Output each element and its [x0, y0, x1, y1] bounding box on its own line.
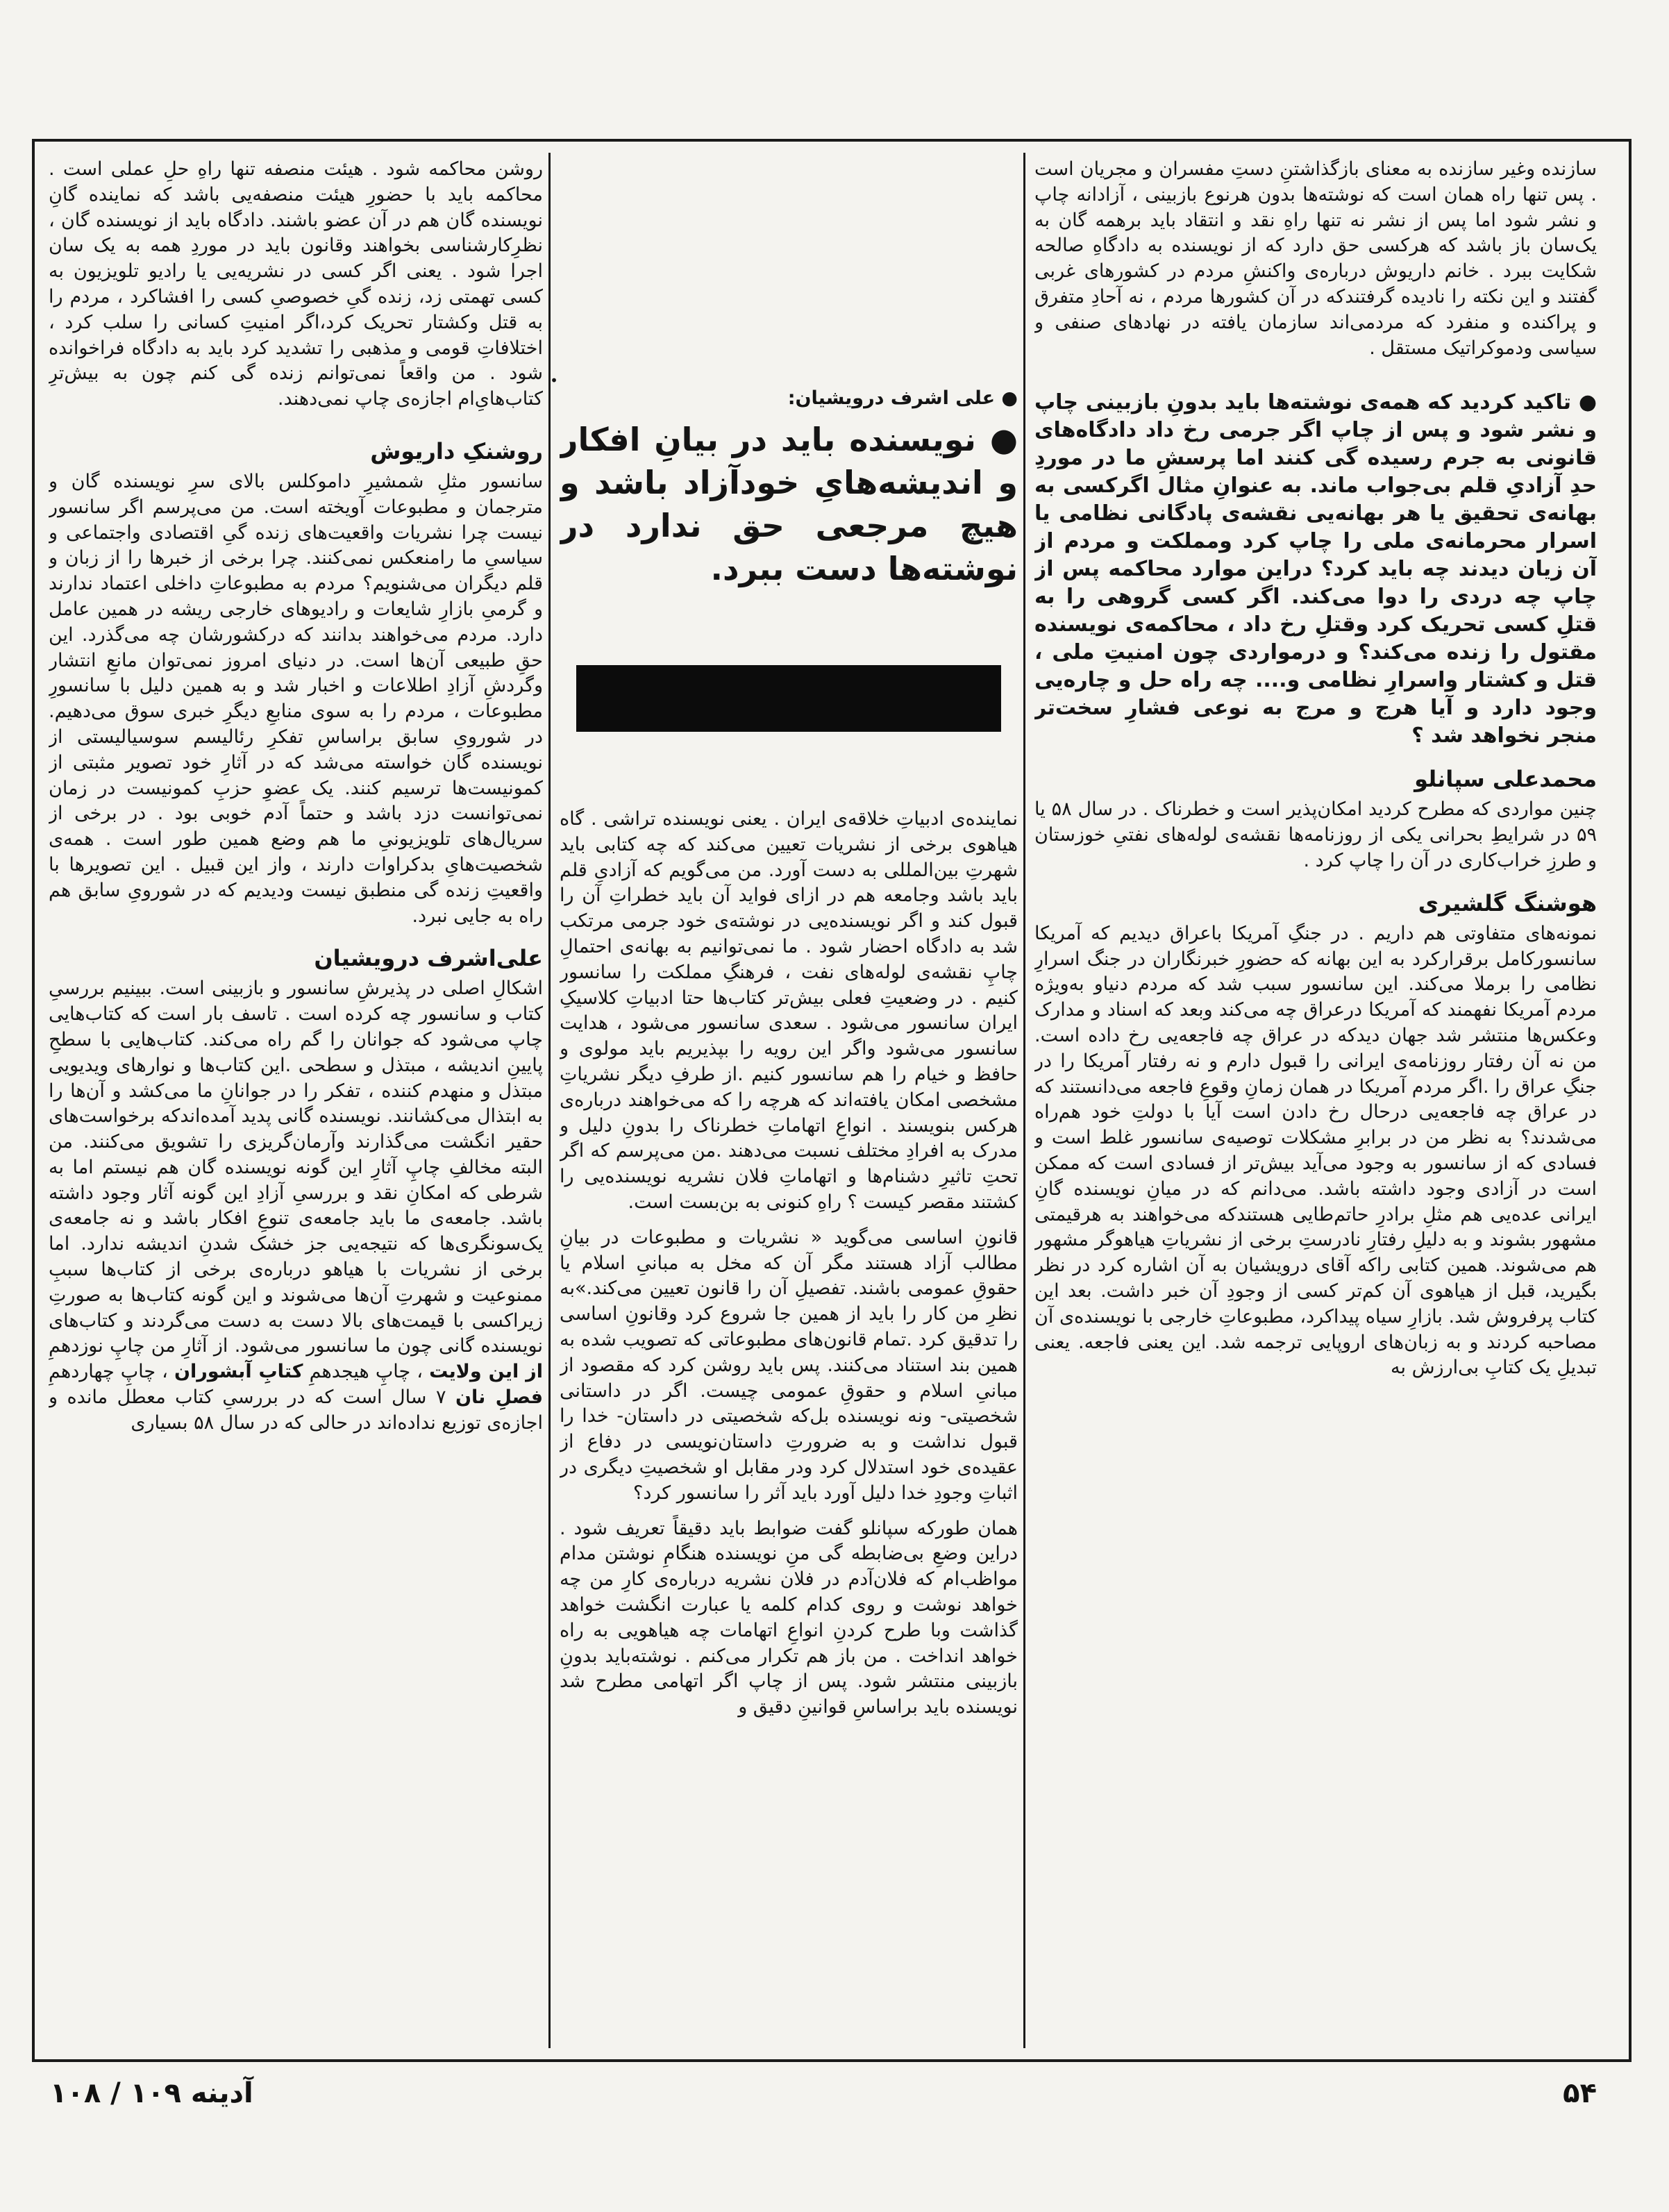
book-title: کتابِ آبشوران: [174, 1361, 303, 1383]
answer-paragraph: سانسور مثلِ شمشیرِ داموکلس بالای سرِ نویسنده گان و مترجمان و مطبوعات آویخته است. من می‌پرسم اگر سانسور نیست چرا نشریات واقعیت‌های زنده گیِ اقتصادی واجتماعی و سیاسیِ ما رامنعکس نمی‌کنند. چرا برخی از خبرها را از زبان و قلم دیگران می‌شنویم؟ مردم به مطبوعاتِ داخلی اعتماد ندارند و گرمیِ بازارِ شایعات و رادیوهای خارجی ریشه در همین عامل دارد. مردم می‌خواهند بدانند که درکشورشان چه می‌گذرد. این حقِ طبیعی آن‌ها است. در دنیای امروز نمی‌توان مانعِ انتشار وگردشِ آزادِ اطلاعات و اخبار شد و به همین دلیل با سانسورِ مطبوعات ، مردم را به سوی منابعِ دیگرِ خبری سوق می‌دهیم. در شورویِ سابق براساسِ تفکرِ رئالیسم سوسیالیستی از نویسنده گان خواسته می‌شد که در آثارِ خود تصویر مثبتی از کمونیست‌ها ترسیم کنند. یک عضوِ حزبِ کمونیست در زمان نمی‌توانست دزد باشد و حتماً آدم خوبی بود . در برخی از سریال‌های تلویزیونیِ ما هم وضع همین طور است . همه‌ی شخصیت‌هایِ بدکراوات دارند ، واز این قبیل . این تصویرها با واقعیتِ زنده گی منطبق نیست ودیدیم که در شورویِ سابق هم راه به جایی نبرد.: [49, 470, 543, 927]
pullquote: ● نویسنده باید در بیانِ افکار و اندیشه‌هایِ خودآزاد باشد و هیچ مرجعی حق ندارد در نوشته‌ها دست ببرد.: [560, 421, 1018, 587]
pullquote-byline: ● علی اشرف درویشیان:: [787, 387, 1018, 409]
margin-mark: •: [550, 372, 558, 389]
page-number: ۵۴: [1563, 2077, 1597, 2109]
answer-paragraph: همان طورکه سپانلو گفت ضوابط باید دقیقاً تعریف شود . دراین وضعِ بی‌ضابطه گی منِ نویسنده هنگامِ نوشتن مدام مواظب‌ام که فلان‌آدم در فلان نشریه درباره‌ی کارِ من چه خواهد نوشت و روی کدام کلمه یا عبارت انگشت خواهد گذاشت وبا طرح کردنِ انواعِ اتهامات چه هیاهویی به راه خواهد انداخت . من باز هم تکرار می‌کنم . نوشته‌باید بدونِ بازبینی منتشر شود. پس از چاپ اگر اتهامی مطرح شد نویسنده باید براساسِ قوانینِ دقیق و: [560, 1517, 1018, 1718]
column-right: [1034, 157, 1597, 1381]
answer-text: ، چاپِ چهاردهمِ: [49, 1361, 168, 1383]
speaker-heading: روشنکِ داریوش: [370, 437, 543, 464]
answer-paragraph: نمونه‌های متفاوتی هم داریم . در جنگِ آمریکا باعراق دیدیم که آمریکا سانسورکامل برقرارکرد به این بهانه که حضورِ خبرنگاران در جنگ اسرارِ نظامی را برملا می‌کند. این سانسور سبب شد که مردم دنیاو به‌ویژه مردم آمریکا نفهمند که آمریکا درعراق چه می‌کند وبعد که اسناد و مدارک وعکس‌ها منتشر شد جهان دیدکه در عراق چه فاجعه‌یی رخ داده است. من نه آن رفتار روزنامه‌ی ایرانی را قبول دارم و نه رفتار آمریکا را در جنگِ عراق را .اگر مردم آمریکا در همان زمانِ وقوعِ فاجعه می‌دانستند که در عراق چه فاجعه‌یی درحال رخ دادن است آیا با دولتِ خود هم‌راه می‌شدند؟ به نظر من در برابرِ مشکلات توصیه‌ی سانسور غلط است و فسادی که از سانسور به وجود می‌آید بیش‌تر از فسادی است که ممکن است در آزادی وجود داشته باشد. می‌دانم که در میانِ نویسنده گانِ ایرانی عده‌یی هم مثلِ برادرِ حاتم‌طایی هستندکه می‌خواهند به هرقیمتی مشهور بشوند و به دلیلِ رفتارِ نادرستِ برخی از نشریاتِ هیاهوگر مشهور هم می‌شوند. همین کتابی راکه آقای درویشیان به آن اشاره کرد در نظر بگیرید، قبل از هیاهوی آن کم‌تر کسی از وجودِ آن خبر داشت. بعد این کتاب پرفروش شد. بازارِ سیاه پیداکرد، مطبوعاتِ خارجی با نویسنده‌ی آن مصاحبه کردند و به زبان‌های اروپایی ترجمه شد. این یعنی فاجعه. یعنی تبدیلِ یک کتابِ بی‌ارزش به: [1034, 922, 1597, 1379]
speaker-heading: محمدعلی سپانلو: [1414, 766, 1597, 793]
answer-text: اشکالِ اصلی در پذیرشِ سانسور و بازبینی است. ببینیم بررسیِ کتاب و سانسور چه کرده است . تاسف بار است که کتاب‌هایی چاپ می‌شود که جوانان را گم راه می‌کند. کتاب‌هایی با سطحِ پایینِ اندیشه ، مبتذل و سطحی .این کتاب‌ها و نوارهای ویدیویی مبتذل و منهدم کننده ، تفکر را در جوانانِ ما می‌کشد و آن‌ها را به ابتذال می‌کشانند. نویسنده گانی پدید آمده‌اندکه برخواست‌های حقیر انگشت می‌گذارند وآرمان‌گریزی را تشویق می‌کنند. من البته مخالفِ چاپِ آثارِ این گونه نویسنده گان هم نیستم اما به شرطی که امکانِ نقد و بررسیِ آزادِ این گونه آثار وجود داشته باشد. جامعه‌ی ما باید جامعه‌ی تنوعِ افکار باشد و نه جامعه‌ی یک‌سونگری‌ها که نتیجه‌یی جز خشک شدنِ اندیشه ندارد. اما برخی از نشریات با هیاهو درباره‌ی برخی از کتاب‌ها سببِ ممنوعیت و شهرتِ آن‌ها می‌شوند و این گونه کتاب‌ها به صورتِ زیراکسی با قیمت‌های بالا دست به دست می‌گردند و کتاب‌های نویسنده گانی چون ما سانسور می‌شود. از آثارِ من چاپِ نوزدهمِ: [49, 978, 543, 1357]
redaction-bar: [576, 665, 1001, 732]
column-rule: [548, 153, 551, 2048]
answer-paragraph: نماینده‌ی ادبیاتِ خلاقه‌ی ایران . یعنی نویسنده تراشی . گاه هیاهوی برخی از نشریات تعیین می‌کند که چه کتابی باید شهرتِ بین‌المللی به دست آورد. من می‌گویم که آزادیِ قلم باید باشد وجامعه هم در ازای فواید آن باید خطراتِ آن را قبول کند و اگر نویسنده‌یی در نوشته‌ی خود جرمی مرتکب شد به دادگاه احضار شود . ما نمی‌توانیم به بهانه‌ی احتمالِ چاپِ نقشه‌ی لوله‌های نفت ، فرهنگِ مملکت را سانسور کنیم . در وضعیتِ فعلی بیش‌تر کتاب‌ها حتا ادبیاتِ کلاسیکِ ایران سانسور می‌شود . سعدی سانسور می‌شود ، هدایت سانسور می‌شود واگر این رویه را بپذیریم باید مولوی و حافظ و خیام را هم سانسور کنیم .از طرفِ دیگر نشریاتِ مشخصی امکان یافته‌اند که هرچه را که می‌خواهند درباره‌ی هرکس بنویسند . انواعِ اتهاماتِ خطرناک را بدونِ دلیل و مدرک به افرادِ مختلف نسبت می‌دهند .من می‌پرسم که اگر تحتِ تاثیرِ دشنام‌ها و اتهاماتِ فلان نشریه نویسنده‌یی را کشتند مقصر کیست ؟ راهِ کنونی به بن‌بست است.: [560, 808, 1018, 1213]
book-title: فصلِ نان: [455, 1386, 543, 1409]
book-title: از این ولایت: [429, 1361, 543, 1383]
answer-paragraph: [49, 976, 543, 1436]
answer-text: ۷ سال است که در بررسیِ کتاب معطل مانده و اجازه‌ی توزیع نداده‌اند در حالی که در سال ۵۸ بسیاری: [49, 1386, 543, 1434]
issue-label: آدینه ۱۰۹ / ۱۰۸: [50, 2077, 253, 2109]
interview-question: ● تاکید کردید که همه‌ی نوشته‌ها باید بدونِ بازبینی چاپ و نشر شود و پس از چاپ اگر جرمی رخ داد دادگاه‌های قانونی به جرم رسیده گی کنند اما پرسشِ ما در موردِ حدِ آزادیِ قلم بی‌جواب ماند. به عنوانِ مثال اگرکسی به بهانه‌ی تحقیق یا هر بهانه‌یی نقشه‌ی پادگانی نظامی یا اسرار محرمانه‌ی ملی را چاپ کرد ومملکت و مردم از آن زیان دیدند چه باید کرد؟ دراین موارد محاکمه پس از چاپ چه دردی را دوا می‌کند. اگر کسی گروهی را به قتلِ کسی تحریک کرد وقتلِ رخ داد ، محاکمه‌ی نویسنده مقتول را زنده می‌کند؟ و درمواردی چون امنیتِ ملی ، قتل و کشتار واسرارِ نظامی و.... چه راه حل و چاره‌یی وجود دارد و آیا هرج و مرج به نوعی فشارِ سخت‌تر منجر نخواهد شد ؟: [1034, 390, 1597, 748]
column-center: [560, 157, 1018, 1720]
answer-text: ، چاپِ هیجدهمِ: [309, 1361, 423, 1383]
answer-paragraph: روشن محاکمه شود . هیئت منصفه تنها راهِ حلِ عملی است . محاکمه باید با حضورِ هیئت منصفه‌یی باشد که نماینده گانِ نویسنده گان هم در آن عضو باشند. دادگاه باید از نویسنده گان ، نظرِکارشناسی بخواهند وقانون باید در موردِ همه به یک سان اجرا شود . یعنی اگر کسی در نشریه‌یی یا رادیو تلویزیون به کسی تهمتی زد، زنده گیِ خصوصیِ کسی را افشاکرد ، مردم را به قتل وکشتار تحریک کرد،اگر امنیتِ کسانی را سلب کرد ، اختلافاتِ قومی و مذهبی را تشدید کرد باید به دادگاه فراخوانده شود . من واقعاً نمی‌توانم زنده گی کنم چون به بیش‌ترِ کتاب‌هایِ‌ام اجازه‌ی چاپ نمی‌دهند.: [49, 158, 543, 410]
column-rule: [1023, 153, 1025, 2048]
column-left: [49, 157, 543, 1436]
speaker-heading: علی‌اشرف درویشیان: [314, 945, 543, 972]
answer-paragraph: چنین مواردی که مطرح کردید امکان‌پذیر است و خطرناک . در سال ۵۸ یا ۵۹ در شرایطِ بحرانی یکی از روزنامه‌ها نقشه‌ی لوله‌های نفتیِ خوزستان و طرزِ خراب‌کاری در آن را چاپ کرد .: [1034, 798, 1597, 871]
intro-paragraph: سازنده وغیر سازنده به معنای بازگذاشتنِ دستِ مفسران و مجریان است . پس تنها راه همان است که نوشته‌ها بدون هرنوع بازبینی ، آزادانه چاپ و نشر شود اما پس از نشر نه تنها راهِ نقد و انتقاد باید برهمه گان به یک‌سان باز باشد که هرکسی حق دارد که از نویسنده به دادگاهِ صالحه شکایت ببرد . خانم داریوش درباره‌ی واکنشِ مردم در کشورهای غربی گفتند و این نکته را نادیده گرفتندکه در آن کشورها مردم ، نه آحادِ متفرق و پراکنده و منفرد که مردمی‌اند سازمان یافته در نهادهای صنفی و سیاسی ودموکراتیک مستقل .: [1034, 158, 1597, 359]
speaker-heading: هوشنگ گلشیری: [1418, 889, 1597, 916]
answer-paragraph: قانونِ اساسی می‌گوید « نشریات و مطبوعات در بیانِ مطالب آزاد هستند مگر آن که مخل به مبانیِ اسلام یا حقوقِ عمومی باشند. تفصیلِ آن را قانون تعیین می‌کند.»به نظرِ من کار را باید از همین جا شروع کرد وقانونِ اساسی را تدقیق کرد .تمام قانون‌های مطبوعاتی که تصویب شده به همین بند استناد می‌کنند. پس باید روشن کرد که مقصود از مبانیِ اسلام و حقوقِ عمومی چیست. اگر در داستانی شخصیتی- ونه نویسنده بل‌که شخصیتی در داستان- خدا را قبول نداشت و به ضرورتِ داستان‌نویسی در دفاع از عقیده‌ی خود استدلال کرد ودر مقابل او شخصیتِ دیگری در اثباتِ وجودِ خدا دلیل آورد باید آثر را سانسور کرد؟: [560, 1226, 1018, 1504]
